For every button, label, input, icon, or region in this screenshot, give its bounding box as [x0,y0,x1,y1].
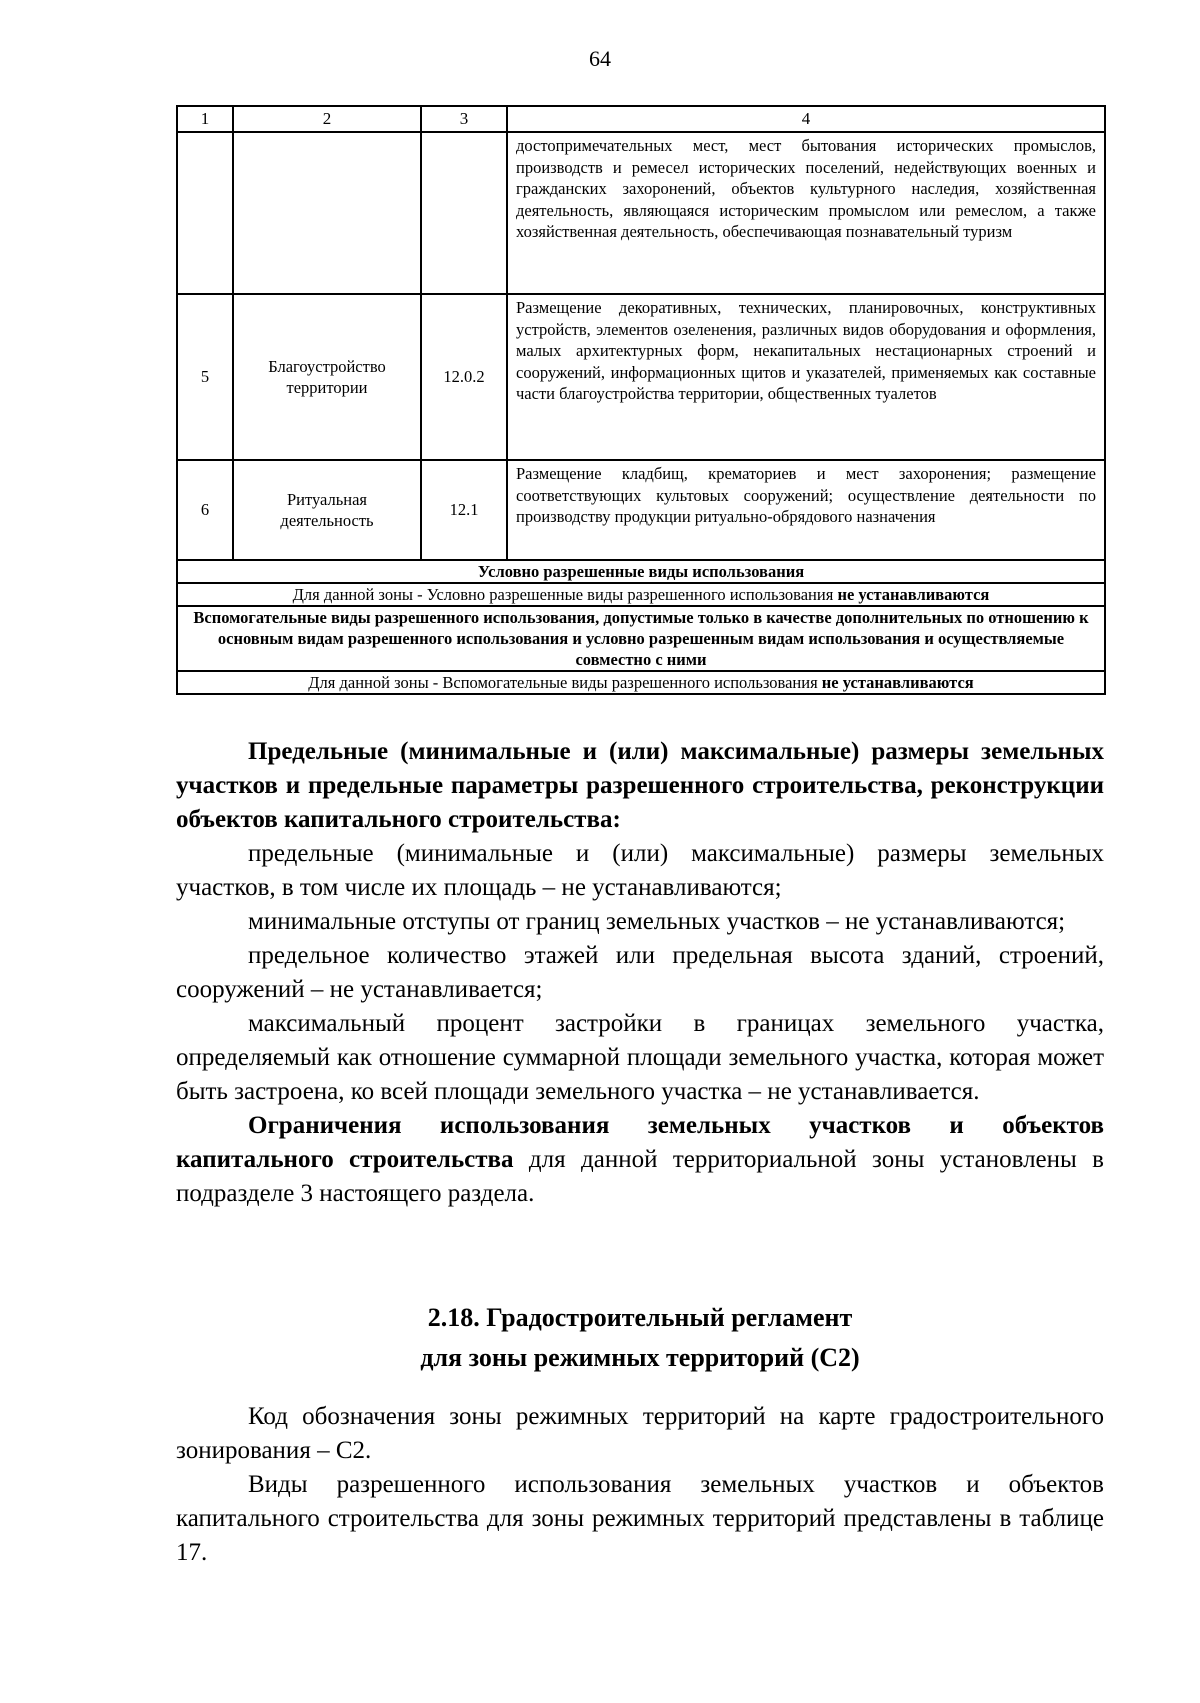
zone-code-paragraph: Код обозначения зоны режимных территорий на карте градостроительного зонирования – С2. [176,1403,1104,1464]
limits-item: минимальные отступы от границ земельных участков – не устанавливаются; [248,908,1066,935]
land-use-table [176,105,1106,695]
section-title-line: 2.18. Градостроительный регламент [427,1303,853,1332]
zone-uses-paragraph: Виды разрешенного использования земельных участков и объектов капитального строительства для зоны режимных территорий представлены в таблице 17. [176,1471,1104,1566]
conditional-uses-title: Условно разрешенные виды использования [177,560,1105,583]
auxiliary-note-bold: не устанавливаются [821,673,974,692]
conditional-uses-note [177,583,1105,606]
use-type-code: 12.0.2 [421,294,507,460]
table-row [177,671,1105,694]
column-header: 1 [177,106,233,132]
limits-item: предельное количество этажей или предельная высота зданий, строений, сооружений – не устанавливается; [176,942,1104,1003]
use-type-name [233,132,421,294]
use-type-name: Благоустройство территории [233,294,421,460]
auxiliary-uses-title: Вспомогательные виды разрешенного использования, допустимые только в качестве дополнительных по отношению к основным видам разрешенного использования и условно разрешенным видам использования и осуществляемые совместно с ними [177,606,1105,671]
section-body [176,1400,1104,1570]
table-row [177,606,1105,671]
use-type-description: Размещение кладбищ, крематориев и мест захоронения; размещение соответствующих культовых сооружений; осуществление деятельности по производству продукции ритуально-обрядового назначения [507,460,1105,560]
row-number: 5 [177,294,233,460]
column-header: 4 [507,106,1105,132]
page-number: 64 [589,46,611,71]
conditional-note-bold: не устанавливаются [837,585,990,604]
limits-item: предельные (минимальные и (или) максимальные) размеры земельных участков, в том числе их площадь – не устанавливаются; [176,840,1104,901]
auxiliary-uses-note [177,671,1105,694]
row-number: 6 [177,460,233,560]
section-title [176,1298,1104,1378]
table-row [177,560,1105,583]
limits-item: максимальный процент застройки в границах земельного участка, определяемый как отношение суммарной площади земельного участка, которая может быть застроена, ко всей площади земельного участка – не устанавливается. [176,1010,1104,1105]
table-row [177,294,1105,460]
use-type-code: 12.1 [421,460,507,560]
restrictions-rest: для данной территориальной зоны установлены в подразделе 3 настоящего раздела. [176,1146,1104,1207]
auxiliary-note-text: Для данной зоны - Вспомогательные виды разрешенного использования [308,673,822,692]
table-row [177,583,1105,606]
limits-heading: Предельные (минимальные и (или) максимальные) размеры земельных участков и предельные параметры разрешенного строительства, реконструкции объектов капитального строительства: [176,738,1104,833]
column-header: 3 [421,106,507,132]
restrictions-paragraph [176,1109,1104,1211]
conditional-note-text: Для данной зоны - Условно разрешенные виды разрешенного использования [292,585,838,604]
column-header: 2 [233,106,421,132]
row-number [177,132,233,294]
table-header-row [177,106,1105,132]
use-type-code [421,132,507,294]
use-type-name: Ритуальная деятельность [233,460,421,560]
use-type-description: Размещение декоративных, технических, планировочных, конструктивных устройств, элементов озеленения, различных видов оборудования и оформления, малых архитектурных форм, некапитальных нестационарных строений и сооружений, информационных щитов и указателей, применяемых как составные части благоустройства территории, общественных туалетов [507,294,1105,460]
limits-section [176,735,1104,1211]
restrictions-bold: Ограничения использования земельных участков и объектов капитального строительства [176,1112,1104,1173]
use-type-description: достопримечательных мест, мест бытования исторических промыслов, производств и ремесел исторических поселений, недействующих военных и гражданских захоронений, объектов культурного наследия, хозяйственная деятельность, являющаяся историческим промыслом или ремеслом, а также хозяйственная деятельность, обеспечивающая познавательный туризм [507,132,1105,294]
table-row [177,132,1105,294]
table-row [177,460,1105,560]
section-title-line: для зоны режимных территорий (С2) [420,1343,860,1372]
